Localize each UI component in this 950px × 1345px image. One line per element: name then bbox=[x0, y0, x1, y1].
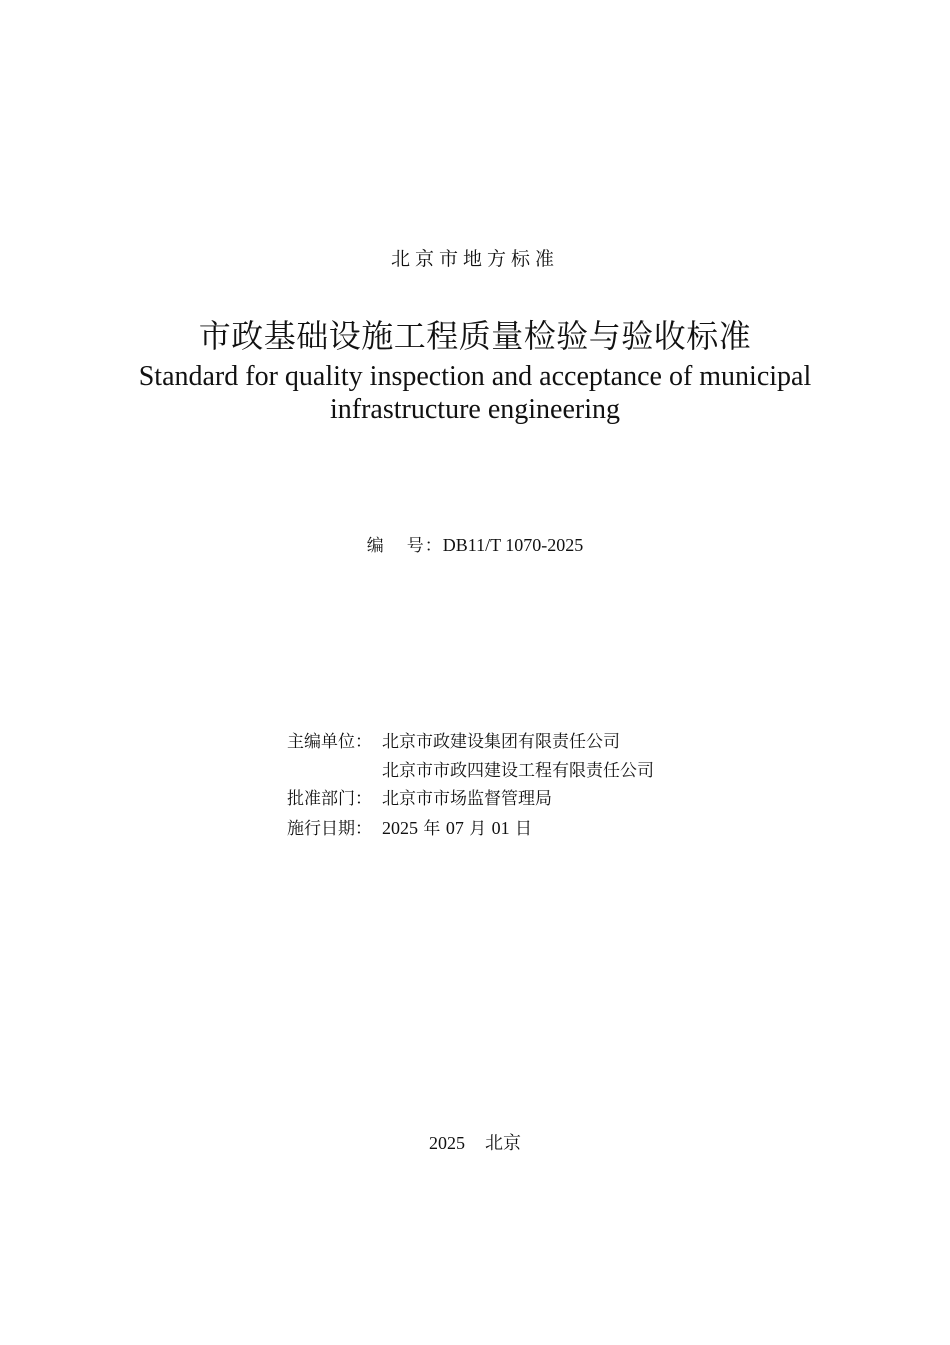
standard-category: 北京市地方标准 bbox=[390, 248, 559, 270]
title-english bbox=[60, 360, 890, 426]
editor-unit-1: 北京市政建设集团有限责任公司 bbox=[382, 732, 620, 752]
date-day: 01 bbox=[491, 818, 510, 839]
publication-info bbox=[287, 728, 807, 843]
footer-year: 2025 bbox=[429, 1133, 465, 1153]
date-year: 2025 bbox=[382, 818, 418, 839]
title-english-line-2: infrastructure engineering bbox=[330, 394, 620, 425]
approver-value: 北京市市场监督管理局 bbox=[382, 789, 552, 810]
editor-unit-2: 北京市市政四建设工程有限责任公司 bbox=[382, 760, 654, 781]
standard-code-value: DB11/T 1070-2025 bbox=[442, 535, 584, 555]
title-english-line-1: Standard for quality inspection and acceptance of municipal bbox=[138, 361, 812, 392]
effective-date-row bbox=[287, 814, 807, 843]
footer-city: 北京 bbox=[485, 1133, 521, 1154]
approver-label: 批准部门： bbox=[287, 789, 372, 810]
effective-date-label: 施行日期： bbox=[287, 819, 372, 840]
title-chinese: 市政基础设施工程质量检验与验收标准 bbox=[198, 317, 752, 355]
editor-row-2 bbox=[287, 757, 807, 786]
date-month: 07 bbox=[445, 818, 464, 839]
editor-label: 主编单位： bbox=[287, 732, 372, 752]
approver-row bbox=[287, 785, 807, 814]
date-year-unit: 年 bbox=[423, 819, 441, 840]
standard-code bbox=[0, 533, 950, 558]
footer bbox=[0, 1130, 950, 1157]
standard-code-label bbox=[367, 536, 443, 556]
date-day-unit: 日 bbox=[515, 819, 533, 840]
code-label-part-2: 号： bbox=[406, 536, 443, 556]
editor-row bbox=[287, 728, 807, 757]
code-label-part-1: 编 bbox=[366, 536, 385, 556]
date-month-unit: 月 bbox=[469, 819, 487, 840]
